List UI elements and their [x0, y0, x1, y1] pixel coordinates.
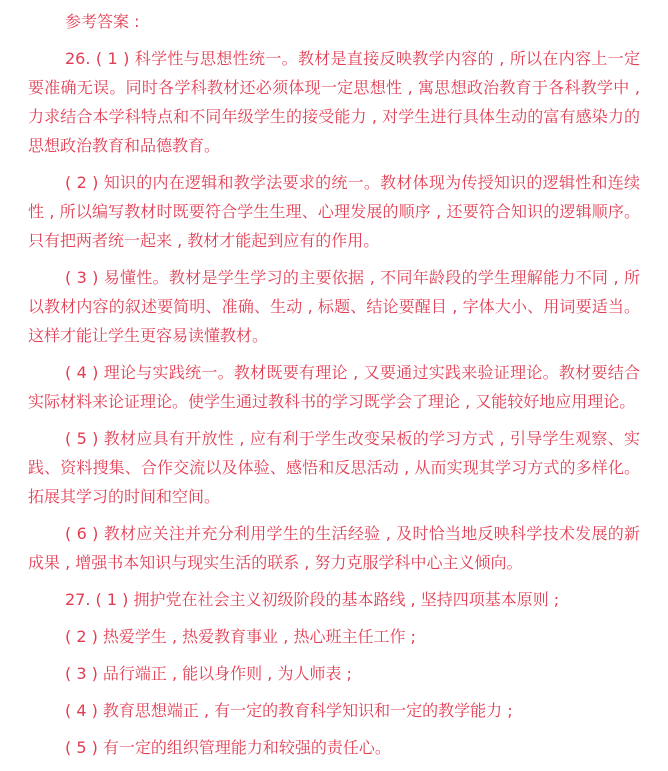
answer-27-point-5: ( 5 ) 有一定的组织管理能力和较强的责任心。 [65, 738, 391, 757]
document-heading: 参考答案 : [65, 12, 140, 31]
answer-26-point-6: ( 6 ) 教材应关注并充分利用学生的生活经验 , 及时恰当地反映科学技术发展的新成果 , 增强书本知识与现实生活的联系 , 努力克服学科中心主义倾向。 [28, 524, 640, 572]
answer-26-point-1: 26. ( 1 ) 科学性与思想性统一。教材是直接反映教学内容的 , 所以在内容上一定要准确无误。同时各学科教材还必须体现一定思想性 , 寓思想政治教育于各科教学中 , 力求结合本学科特点和不同年级学生的接受能力 , 对学生进行具体生动的富有感染力的思想政治教育和品德教育。 [28, 49, 640, 155]
answer-27-point-4: ( 4 ) 教育思想端正 , 有一定的教育科学知识和一定的教学能力 ; [65, 701, 513, 720]
answer-26-point-4: ( 4 ) 理论与实践统一。教材既要有理论 , 又要通过实践来验证理论。教材要结合实际材料来论证理论。使学生通过教科书的学习既学会了理论 , 又能较好地应用理论。 [28, 363, 640, 411]
answer-26-point-2: ( 2 ) 知识的内在逻辑和教学法要求的统一。教材体现为传授知识的逻辑性和连续性 , 所以编写教材时既要符合学生生理、心理发展的顺序 , 还要符合知识的逻辑顺序。只有把两者统一起来 , 教材才能起到应有的作用。 [28, 173, 640, 250]
answer-27-point-1: 27. ( 1 ) 拥护党在社会主义初级阶段的基本路线 , 坚持四项基本原则 ; [65, 590, 560, 609]
answer-27-point-2: ( 2 ) 热爱学生 , 热爱教育事业 , 热心班主任工作 ; [65, 627, 416, 646]
answer-26-point-3: ( 3 ) 易懂性。教材是学生学习的主要依据 , 不同年龄段的学生理解能力不同 , 所以教材内容的叙述要简明、准确、生动 , 标题、结论要醒目 , 字体大小、用词要适当。这样才能让学生更容易读懂教材。 [28, 268, 640, 345]
answer-27-point-3: ( 3 ) 品行端正 , 能以身作则 , 为人师表 ; [65, 664, 352, 683]
answer-26-point-5: ( 5 ) 教材应具有开放性 , 应有利于学生改变呆板的学习方式 , 引导学生观察、实践、资料搜集、合作交流以及体验、感悟和反思活动 , 从而实现其学习方式的多样化。拓展其学习的时间和空间。 [28, 429, 640, 506]
